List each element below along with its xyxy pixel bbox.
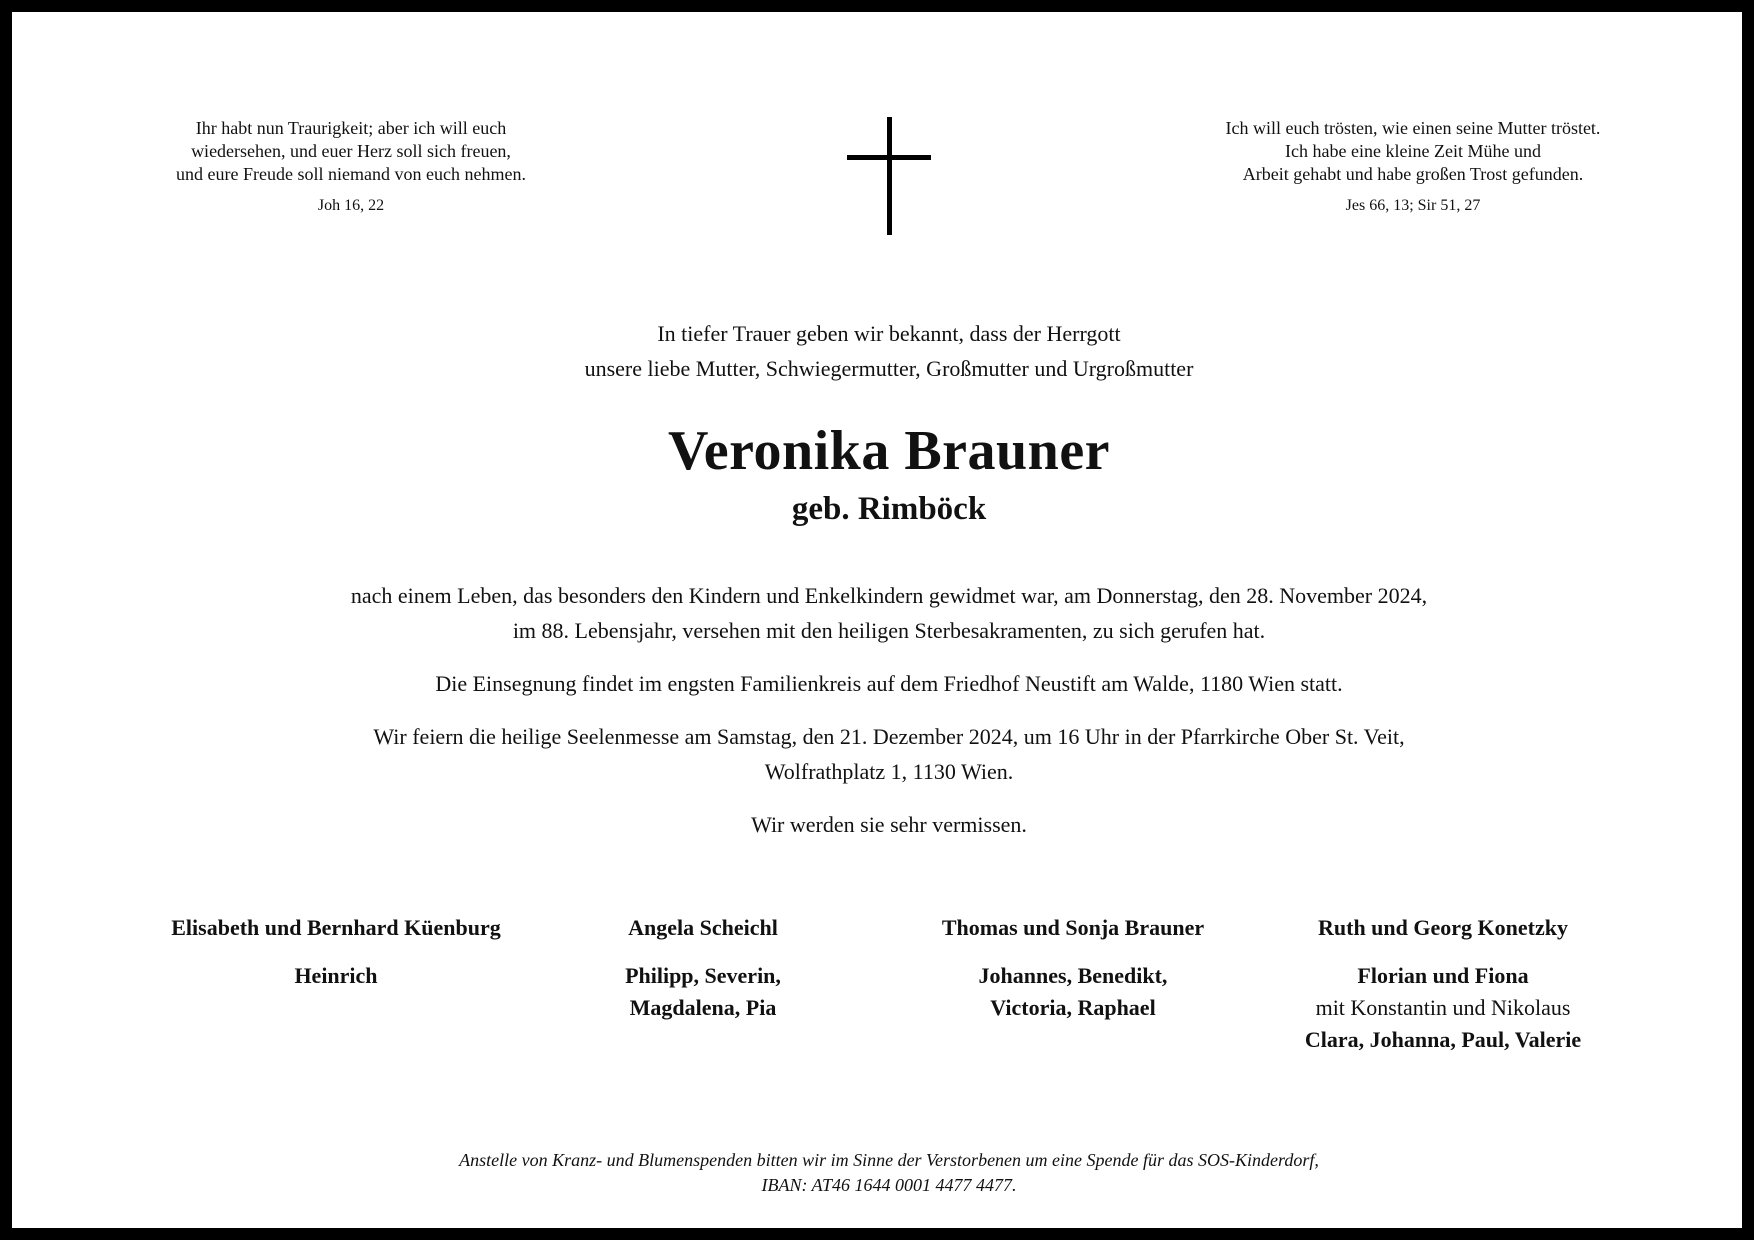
maiden-name: geb. Rimböck [791,491,987,527]
donation-line: Anstelle von Kranz- und Blumenspenden bitten wir im Sinne der Verstorbenen um eine Spende für das SOS-Kinderdorf, [459,1150,1319,1170]
mass-line: Wolfrathplatz 1, 1130 Wien. [764,759,1014,784]
family-children: Johannes, Benedikt, [978,963,1168,988]
bible-quote-right [1178,117,1648,217]
quote-right-line: Ich habe eine kleine Zeit Mühe und [1285,141,1541,161]
family-column [873,912,1273,1024]
announcement-line: In tiefer Trauer geben wir bekannt, dass der Herrgott [657,321,1121,346]
family-head: Ruth und Georg Konetzky [1318,915,1568,940]
family-children: Heinrich [294,963,378,988]
bible-quote-left [116,117,586,217]
announcement [12,316,1754,386]
family-children: Philipp, Severin, [625,963,781,988]
closing-paragraph: Wir werden sie sehr vermissen. [751,812,1027,837]
obituary-body [12,578,1754,860]
donation-note [12,1148,1754,1198]
family-children: Clara, Johanna, Paul, Valerie [1304,1027,1582,1052]
death-line: im 88. Lebensjahr, versehen mit den heiligen Sterbesakramenten, zu sich gerufen hat. [512,618,1266,643]
mass-line: Wir feiern die heilige Seelenmesse am Samstag, den 21. Dezember 2024, um 16 Uhr in der Pfarrkirche Ober St. Veit, [373,724,1405,749]
death-paragraph [12,578,1754,648]
quote-right-line: Ich will euch trösten, wie einen seine Mutter tröstet. [1225,118,1601,138]
family-column [1243,912,1643,1056]
death-line: nach einem Leben, das besonders den Kindern und Enkelkindern gewidmet war, am Donnerstag, den 28. November 2024, [350,583,1428,608]
cross-icon [847,117,931,235]
donation-iban: IBAN: AT46 1644 0001 4477 4477. [761,1175,1017,1195]
cross-horizontal-bar [847,155,931,160]
announcement-line: unsere liebe Mutter, Schwiegermutter, Großmutter und Urgroßmutter [584,356,1194,381]
family-head: Thomas und Sonja Brauner [941,915,1205,940]
quote-left-line: wiedersehen, und euer Herz soll sich freuen, [191,141,511,161]
family-head: Elisabeth und Bernhard Küenburg [171,915,501,940]
mass-paragraph [12,719,1754,789]
quote-right-line: Arbeit gehabt und habe großen Trost gefunden. [1242,164,1584,184]
deceased-name: Veronika Brauner [667,420,1111,482]
quote-left-line: Ihr habt nun Traurigkeit; aber ich will euch [195,118,507,138]
funeral-paragraph: Die Einsegnung findet im engsten Familienkreis auf dem Friedhof Neustift am Walde, 1180 Wien statt. [435,671,1343,696]
quote-left-reference: Joh 16, 22 [317,197,385,214]
family-children: Florian und Fiona [1357,963,1529,988]
quote-left-line: und eure Freude soll niemand von euch nehmen. [176,164,526,184]
family-children: Magdalena, Pia [629,995,777,1020]
family-children-note: mit Konstantin und Nikolaus [1315,995,1571,1020]
family-column [136,912,536,992]
cross-vertical-bar [887,117,892,235]
quote-right-reference: Jes 66, 13; Sir 51, 27 [1345,197,1481,214]
family-head: Angela Scheichl [628,915,778,940]
family-children: Victoria, Raphael [990,995,1156,1020]
family-column [503,912,903,1024]
